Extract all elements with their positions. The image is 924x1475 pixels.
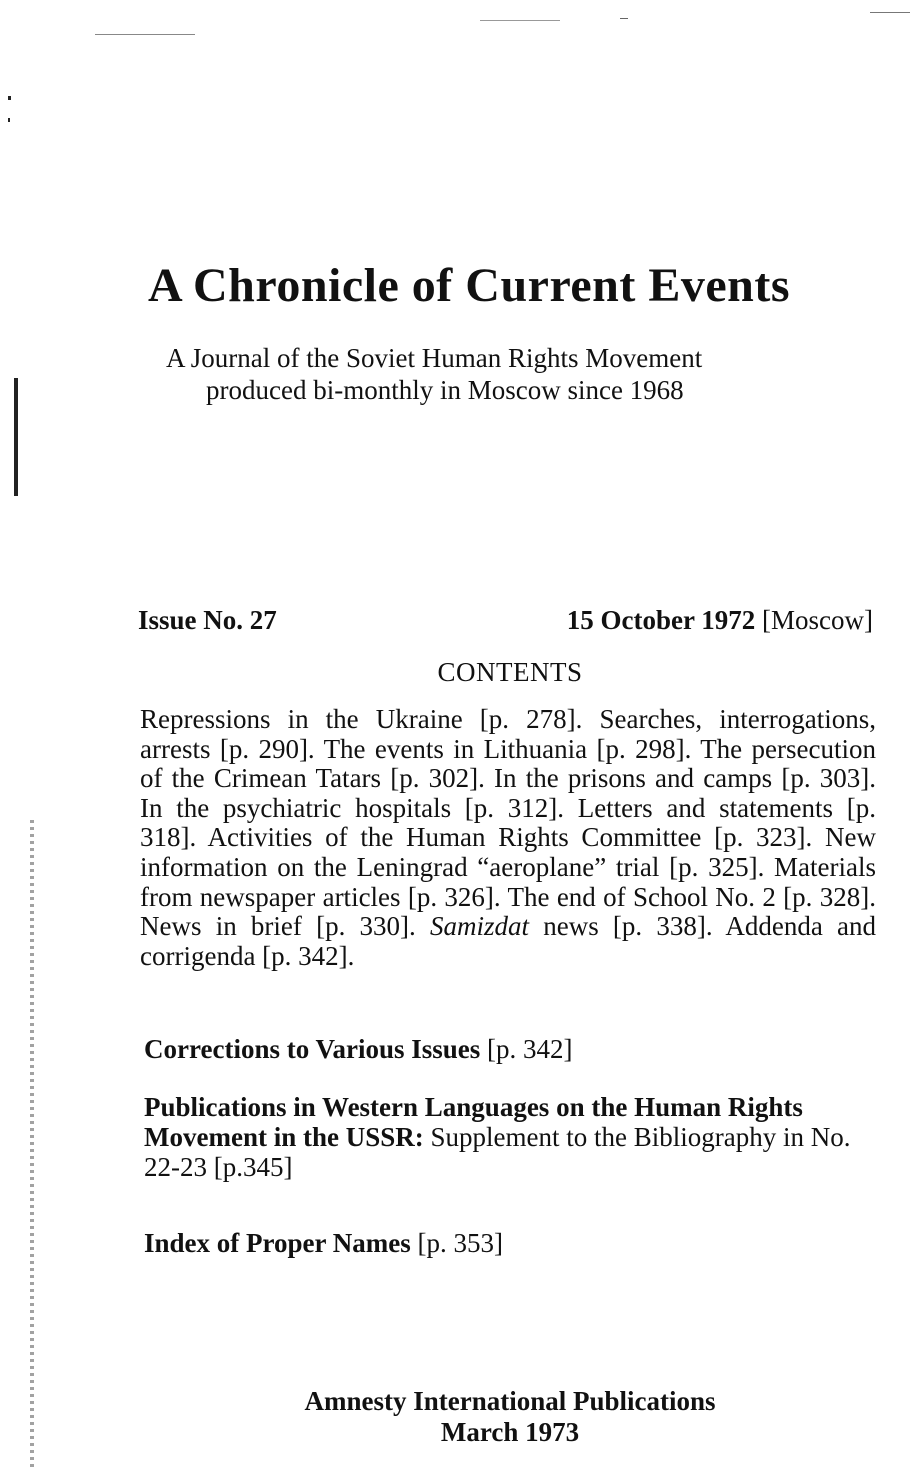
publisher-block — [0, 1386, 924, 1448]
scan-artifact — [620, 18, 628, 19]
scan-margin-line — [14, 378, 18, 496]
issue-number: Issue No. 27 — [138, 605, 277, 635]
issue-info — [138, 605, 873, 639]
issue-date: 15 October 1972 — [566, 605, 756, 635]
issue-place: [Moscow] — [762, 605, 873, 635]
index-section — [144, 1228, 882, 1258]
publisher-name: Amnesty International Publications — [304, 1386, 716, 1416]
scan-artifact — [8, 118, 10, 122]
index-page: [p. 353] — [410, 1228, 503, 1258]
subtitle-line-2: produced bi-monthly in Moscow since 1968 — [206, 375, 684, 405]
contents-text-end: news [p. 338]. Addenda and corrigenda [p. 342]. — [140, 911, 876, 971]
index-title: Index of Proper Names — [144, 1228, 411, 1258]
scan-artifact — [8, 96, 11, 100]
scan-artifact — [870, 12, 910, 13]
journal-title: A Chronicle of Current Events — [148, 259, 791, 312]
publications-title: Publications in Western Languages on the Human Rights Movement in the USSR: — [144, 1092, 803, 1152]
corrections-section — [144, 1034, 882, 1064]
publications-detail: Supplement to the Bibliography in No. 22-23 [p.345] — [144, 1122, 851, 1182]
subtitle-line-1: A Journal of the Soviet Human Rights Movement — [166, 343, 703, 373]
contents-list — [140, 705, 876, 971]
journal-subtitle — [166, 342, 866, 406]
scan-artifact — [95, 34, 195, 35]
publication-date: March 1973 — [440, 1417, 580, 1447]
corrections-page: [p. 342] — [480, 1034, 573, 1064]
scan-artifact — [480, 20, 560, 21]
publications-section — [144, 1092, 882, 1182]
issue-date-place — [567, 605, 873, 636]
scan-binding-edge — [30, 820, 34, 1470]
contents-samizdat: Samizdat — [430, 911, 530, 942]
contents-heading: CONTENTS — [437, 657, 583, 687]
corrections-title: Corrections to Various Issues — [144, 1034, 481, 1064]
contents-text: Repressions in the Ukraine [p. 278]. Searches, interrogations, arrests [p. 290]. The events in Lithuania [p. 298]. The persecution of the Crimean Tatars [p. 302]. In the prisons and camps [p. 303]. In the psychiatric hospitals [p. 312]. Letters and statements [p. 318]. Activities of the Human Rights Committee [p. 323]. New information on the Leningrad “aeroplane” trial [p. 325]. Materials from newspaper articles [p. 326]. The end of School No. 2 [p. 328]. News in brief [p. 330]. — [140, 704, 876, 942]
